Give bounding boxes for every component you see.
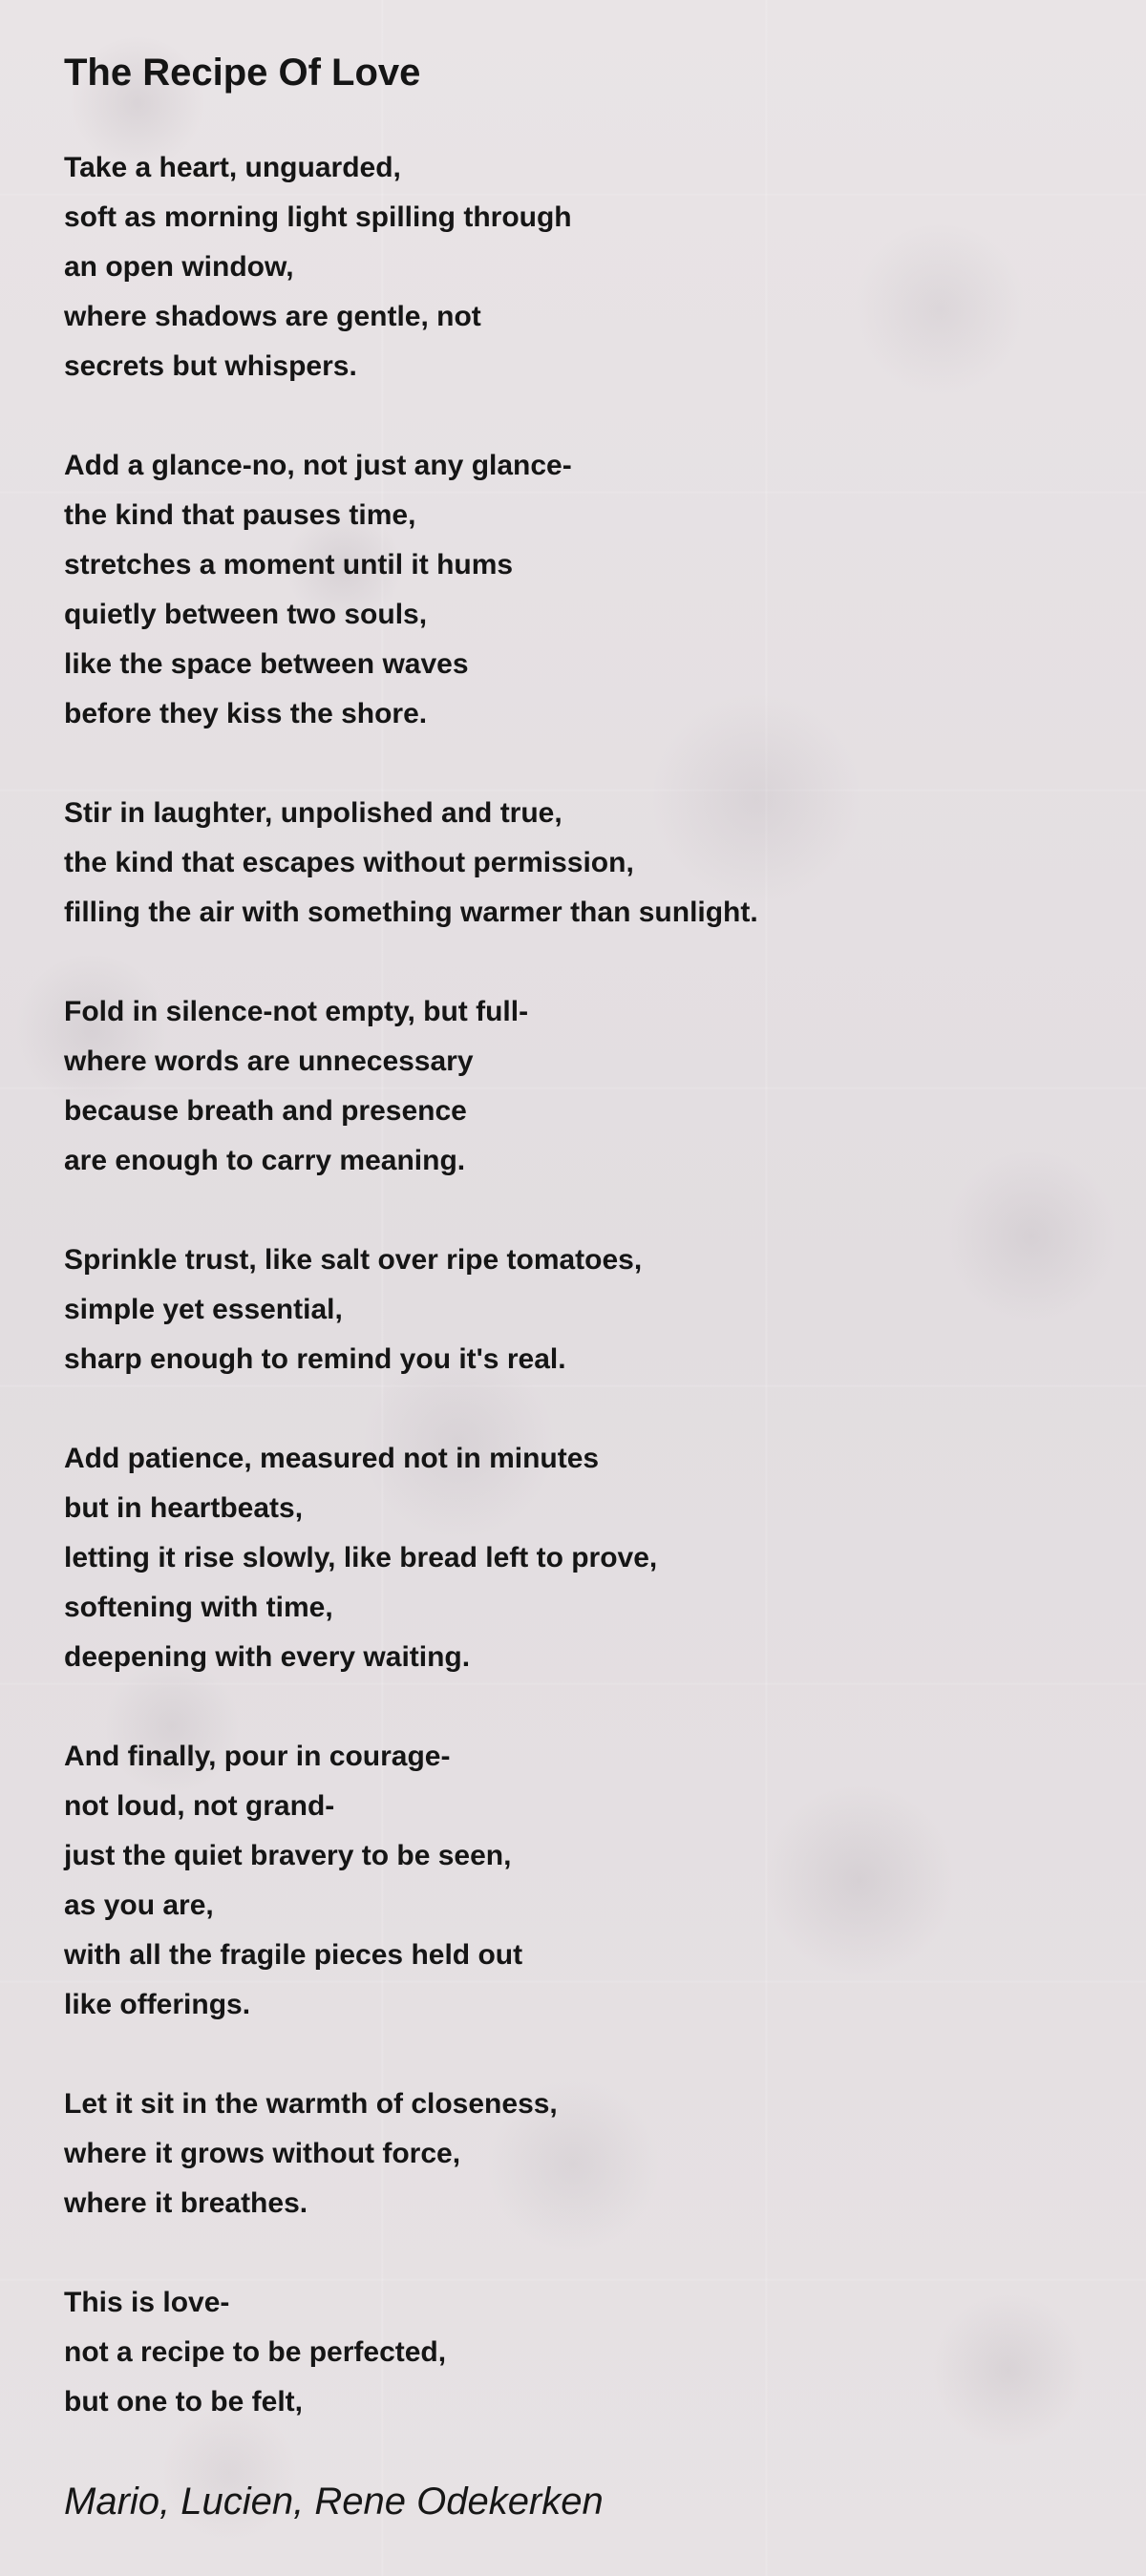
poem-line: the kind that pauses time,: [64, 499, 416, 531]
poem-line: because breath and presence: [64, 1095, 467, 1127]
stanza: [64, 1434, 1082, 1682]
poem-line: where it breathes.: [64, 2187, 308, 2219]
poem-line: as you are,: [64, 1890, 214, 1921]
stanza: [64, 441, 1082, 739]
poem-line: where shadows are gentle, not: [64, 301, 481, 332]
poem-line: Stir in laughter, unpolished and true,: [64, 797, 562, 829]
poem-line: where words are unnecessary: [64, 1045, 474, 1077]
poem-body: [64, 143, 1082, 2427]
poem-line: Add patience, measured not in minutes: [64, 1443, 600, 1474]
poem-line: where it grows without force,: [64, 2138, 461, 2169]
poem-line: softening with time,: [64, 1592, 333, 1623]
poem-line: sharp enough to remind you it's real.: [64, 1343, 566, 1375]
poem-line: secrets but whispers.: [64, 350, 357, 382]
poem-line: soft as morning light spilling through: [64, 201, 572, 233]
poem-line: stretches a moment until it hums: [64, 549, 514, 581]
poem-line: Add a glance-no, not just any glance-: [64, 450, 572, 481]
poem-line: before they kiss the shore.: [64, 698, 428, 729]
poem-line: an open window,: [64, 251, 294, 283]
poem-line: just the quiet bravery to be seen,: [64, 1840, 512, 1871]
stanza: [64, 2080, 1082, 2228]
poem-line: Let it sit in the warmth of closeness,: [64, 2088, 558, 2120]
stanza: [64, 2278, 1082, 2427]
stanza: [64, 789, 1082, 938]
poem-line: Fold in silence-not empty, but full-: [64, 996, 529, 1027]
poem-line: like the space between waves: [64, 648, 469, 680]
poem-line: but one to be felt,: [64, 2386, 303, 2418]
poem-line: letting it rise slowly, like bread left to prove,: [64, 1542, 658, 1573]
poem-line: quietly between two souls,: [64, 599, 428, 630]
poem-line: deepening with every waiting.: [64, 1641, 471, 1673]
poem-author: Mario, Lucien, Rene Odekerken: [64, 2481, 604, 2523]
stanza: [64, 987, 1082, 1186]
poem-title: The Recipe Of Love: [64, 52, 421, 94]
poem-line: This is love-: [64, 2287, 230, 2318]
poem-line: And finally, pour in courage-: [64, 1741, 451, 1772]
poem-line: with all the fragile pieces held out: [64, 1939, 523, 1971]
poem-line: but in heartbeats,: [64, 1492, 304, 1524]
poem-line: are enough to carry meaning.: [64, 1145, 466, 1176]
stanza: [64, 1235, 1082, 1384]
poem-line: not loud, not grand-: [64, 1790, 335, 1822]
poem-line: filling the air with something warmer than sunlight.: [64, 897, 758, 928]
poem-line: simple yet essential,: [64, 1294, 343, 1325]
stanza: [64, 143, 1082, 391]
poem-line: like offerings.: [64, 1989, 251, 2020]
poem-line: Sprinkle trust, like salt over ripe tomatoes,: [64, 1244, 643, 1276]
poem-line: Take a heart, unguarded,: [64, 152, 401, 183]
poem-line: not a recipe to be perfected,: [64, 2336, 447, 2368]
poem-line: the kind that escapes without permission,: [64, 847, 634, 878]
stanza: [64, 1732, 1082, 2030]
